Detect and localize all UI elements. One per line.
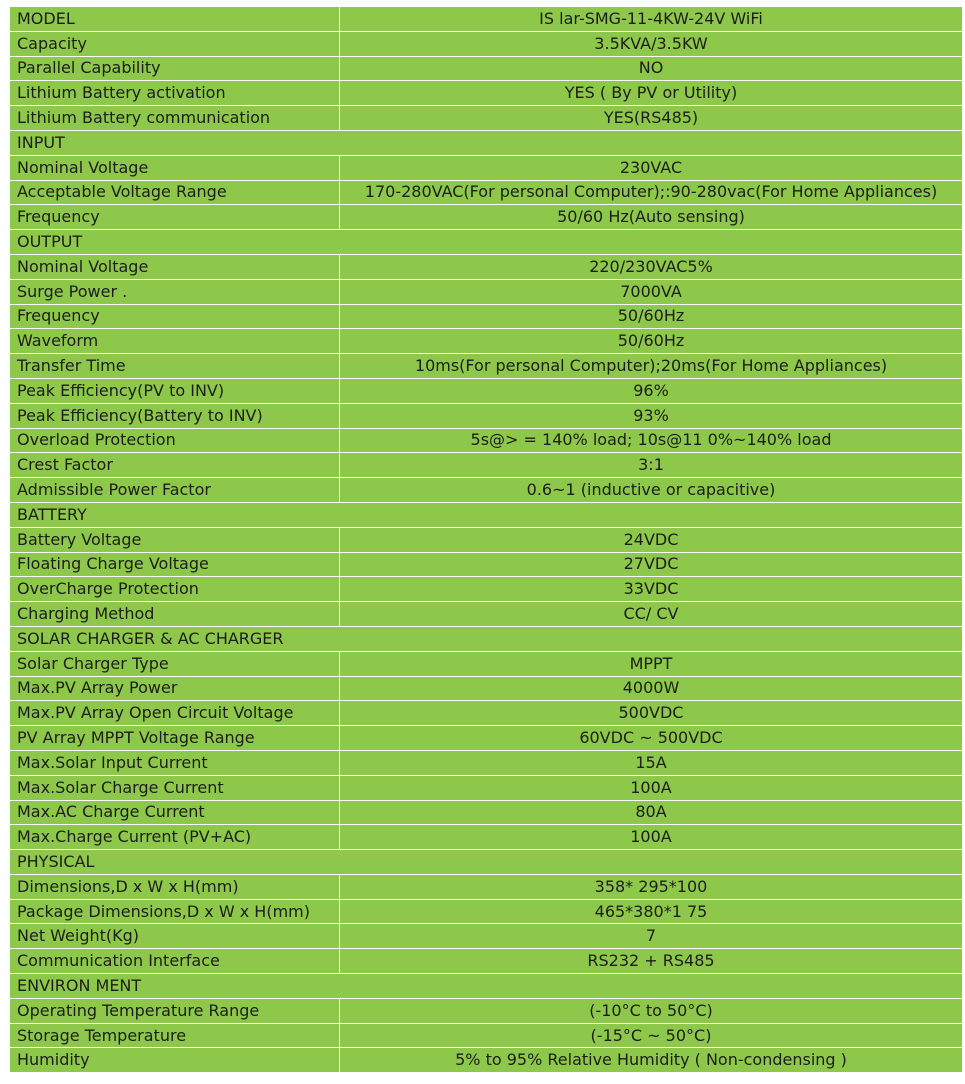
- spec-label: Peak Efficiency(PV to INV): [10, 378, 340, 403]
- section-title: PHYSICAL: [10, 850, 963, 875]
- spec-row: [10, 478, 963, 503]
- spec-label: Crest Factor: [10, 453, 340, 478]
- section-header-row: [10, 626, 963, 651]
- spec-row: [10, 403, 963, 428]
- spec-value: CC/ CV: [340, 602, 963, 627]
- spec-row: [10, 726, 963, 751]
- spec-row: [10, 56, 963, 81]
- spec-label: Frequency: [10, 205, 340, 230]
- spec-label: Max.Solar Input Current: [10, 750, 340, 775]
- spec-label: PV Array MPPT Voltage Range: [10, 726, 340, 751]
- spec-row: [10, 31, 963, 56]
- spec-label: Waveform: [10, 329, 340, 354]
- spec-value: 15A: [340, 750, 963, 775]
- spec-value: 5s@> = 140% load; 10s@11 0%~140% load: [340, 428, 963, 453]
- spec-value: 230VAC: [340, 155, 963, 180]
- spec-label: Solar Charger Type: [10, 651, 340, 676]
- spec-row: [10, 279, 963, 304]
- spec-row: [10, 329, 963, 354]
- spec-row: [10, 602, 963, 627]
- spec-label: Communication Interface: [10, 949, 340, 974]
- spec-row: [10, 949, 963, 974]
- spec-value: (-15°C ~ 50°C): [340, 1023, 963, 1048]
- spec-value: 358* 295*100: [340, 874, 963, 899]
- spec-row: [10, 998, 963, 1023]
- spec-label: Battery Voltage: [10, 527, 340, 552]
- spec-row: [10, 775, 963, 800]
- spec-value: 50/60Hz: [340, 329, 963, 354]
- spec-value: 7: [340, 924, 963, 949]
- spec-value: 0.6~1 (inductive or capacitive): [340, 478, 963, 503]
- section-title: SOLAR CHARGER & AC CHARGER: [10, 626, 963, 651]
- spec-label: Max.AC Charge Current: [10, 800, 340, 825]
- spec-row: [10, 577, 963, 602]
- spec-label: Nominal Voltage: [10, 155, 340, 180]
- spec-label: Dimensions,D x W x H(mm): [10, 874, 340, 899]
- spec-value: 100A: [340, 825, 963, 850]
- spec-label: Floating Charge Voltage: [10, 552, 340, 577]
- spec-row: [10, 254, 963, 279]
- spec-value: 27VDC: [340, 552, 963, 577]
- section-header-row: [10, 230, 963, 255]
- spec-value: 4000W: [340, 676, 963, 701]
- spec-row: [10, 527, 963, 552]
- spec-label: Lithium Battery communication: [10, 106, 340, 131]
- spec-row: [10, 205, 963, 230]
- section-header-row: [10, 850, 963, 875]
- spec-value: 3:1: [340, 453, 963, 478]
- spec-value: 50/60Hz: [340, 304, 963, 329]
- spec-row: [10, 899, 963, 924]
- spec-value: 24VDC: [340, 527, 963, 552]
- spec-row: [10, 155, 963, 180]
- spec-row: [10, 378, 963, 403]
- spec-value: 5% to 95% Relative Humidity ( Non-condensing ): [340, 1048, 963, 1073]
- spec-table-body: [10, 7, 963, 1073]
- section-title: OUTPUT: [10, 230, 963, 255]
- spec-value: 80A: [340, 800, 963, 825]
- section-header-row: [10, 502, 963, 527]
- spec-value: NO: [340, 56, 963, 81]
- spec-label: Overload Protection: [10, 428, 340, 453]
- spec-row: [10, 701, 963, 726]
- spec-value: MPPT: [340, 651, 963, 676]
- spec-value: 50/60 Hz(Auto sensing): [340, 205, 963, 230]
- spec-value: 96%: [340, 378, 963, 403]
- section-title: ENVIRON MENT: [10, 974, 963, 999]
- spec-row: [10, 825, 963, 850]
- spec-row: [10, 800, 963, 825]
- spec-label: Admissible Power Factor: [10, 478, 340, 503]
- spec-value: 60VDC ~ 500VDC: [340, 726, 963, 751]
- spec-value: 100A: [340, 775, 963, 800]
- spec-label: Storage Temperature: [10, 1023, 340, 1048]
- spec-row: [10, 1023, 963, 1048]
- spec-value: YES ( By PV or Utility): [340, 81, 963, 106]
- spec-label: Net Weight(Kg): [10, 924, 340, 949]
- spec-row: [10, 7, 963, 32]
- spec-label: Frequency: [10, 304, 340, 329]
- section-title: INPUT: [10, 130, 963, 155]
- spec-label: Parallel Capability: [10, 56, 340, 81]
- spec-value: (-10°C to 50°C): [340, 998, 963, 1023]
- spec-label: Humidity: [10, 1048, 340, 1073]
- spec-row: [10, 106, 963, 131]
- spec-value: RS232 + RS485: [340, 949, 963, 974]
- spec-label: Capacity: [10, 31, 340, 56]
- spec-row: [10, 924, 963, 949]
- spec-value: 220/230VAC5%: [340, 254, 963, 279]
- section-header-row: [10, 130, 963, 155]
- spec-row: [10, 552, 963, 577]
- spec-row: [10, 676, 963, 701]
- spec-table: [9, 6, 963, 1073]
- spec-label: Max.PV Array Open Circuit Voltage: [10, 701, 340, 726]
- spec-label: MODEL: [10, 7, 340, 32]
- spec-label: Transfer Time: [10, 354, 340, 379]
- spec-label: Package Dimensions,D x W x H(mm): [10, 899, 340, 924]
- spec-value: 500VDC: [340, 701, 963, 726]
- spec-row: [10, 304, 963, 329]
- spec-label: Operating Temperature Range: [10, 998, 340, 1023]
- spec-label: Charging Method: [10, 602, 340, 627]
- spec-value: 7000VA: [340, 279, 963, 304]
- spec-label: Surge Power .: [10, 279, 340, 304]
- spec-row: [10, 81, 963, 106]
- spec-label: Max.Solar Charge Current: [10, 775, 340, 800]
- section-header-row: [10, 974, 963, 999]
- spec-row: [10, 750, 963, 775]
- spec-value: 10ms(For personal Computer);20ms(For Home Appliances): [340, 354, 963, 379]
- spec-label: Max.PV Array Power: [10, 676, 340, 701]
- section-title: BATTERY: [10, 502, 963, 527]
- spec-value: 3.5KVA/3.5KW: [340, 31, 963, 56]
- spec-row: [10, 180, 963, 205]
- spec-value: IS lar-SMG-11-4KW-24V WiFi: [340, 7, 963, 32]
- spec-row: [10, 354, 963, 379]
- spec-label: Nominal Voltage: [10, 254, 340, 279]
- spec-row: [10, 651, 963, 676]
- spec-value: 170-280VAC(For personal Computer);:90-280vac(For Home Appliances): [340, 180, 963, 205]
- spec-label: Peak Efficiency(Battery to INV): [10, 403, 340, 428]
- spec-row: [10, 428, 963, 453]
- spec-row: [10, 453, 963, 478]
- spec-value: 93%: [340, 403, 963, 428]
- spec-value: 33VDC: [340, 577, 963, 602]
- spec-row: [10, 1048, 963, 1073]
- spec-label: Lithium Battery activation: [10, 81, 340, 106]
- spec-label: Acceptable Voltage Range: [10, 180, 340, 205]
- spec-label: Max.Charge Current (PV+AC): [10, 825, 340, 850]
- spec-row: [10, 874, 963, 899]
- spec-value: YES(RS485): [340, 106, 963, 131]
- spec-label: OverCharge Protection: [10, 577, 340, 602]
- spec-value: 465*380*1 75: [340, 899, 963, 924]
